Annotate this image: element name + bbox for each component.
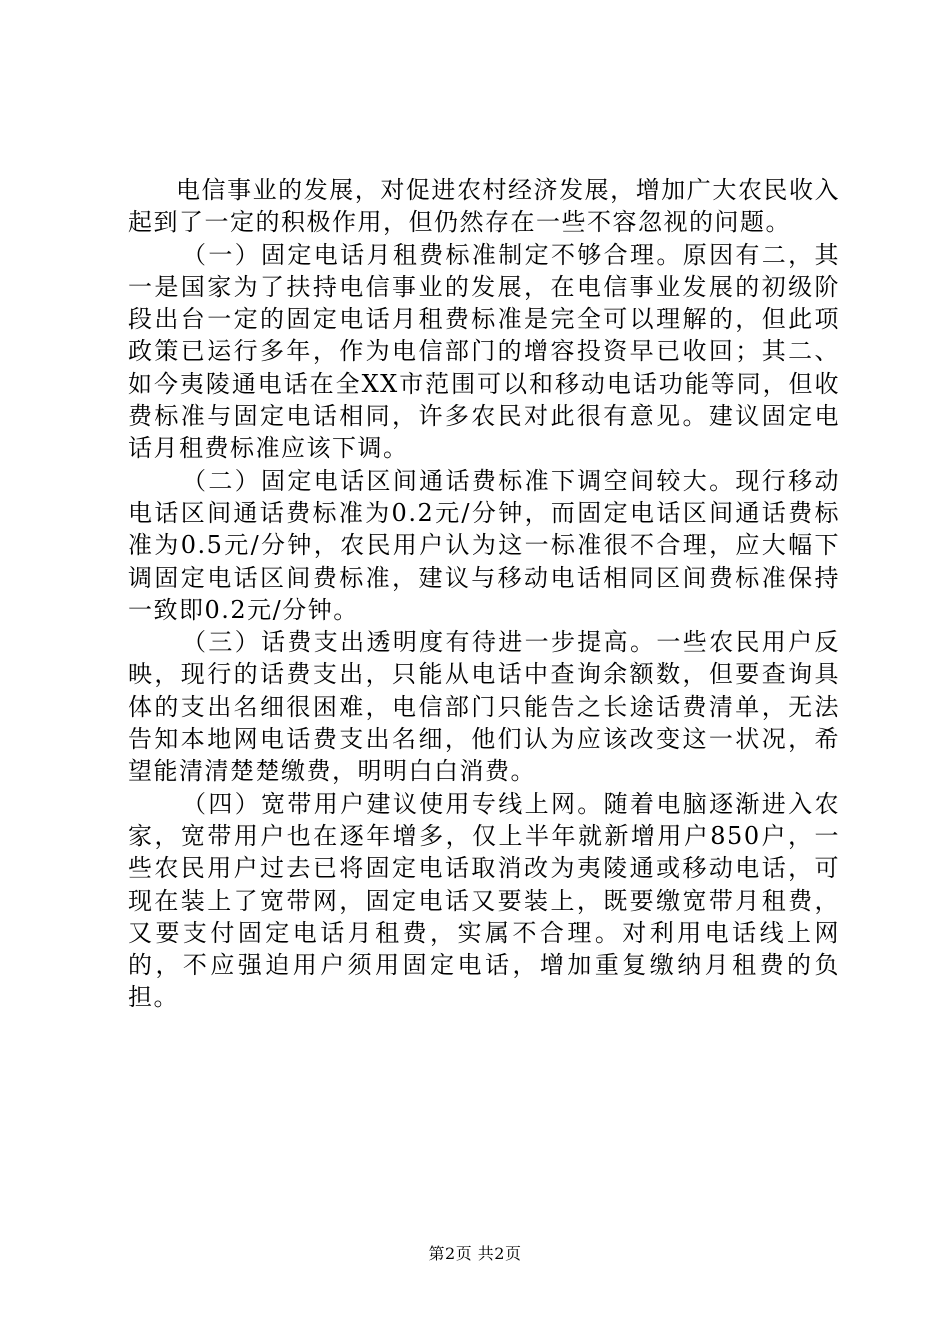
page-footer: 第2页 共2页: [428, 1244, 522, 1263]
paragraph-issue-4: （四）宽带用户建议使用专线上网。随着电脑逐渐进入农家，宽带用户也在逐年增多，仅上半年就新增用户850户，一些农民用户过去已将固定电话取消改为夷陵通或移动电话，可现在装上了宽带网，固定电话又要装上，既要缴宽带月租费，又要支付固定电话月租费，实属不合理。对利用电话线上网的，不应强迫用户须用固定电话，增加重复缴纳月租费的负担。: [128, 789, 840, 1012]
paragraph-issue-2: （二）固定电话区间通话费标准下调空间较大。现行移动电话区间通话费标准为0.2元/分钟，而固定电话区间通话费标准为0.5元/分钟，农民用户认为这一标准很不合理，应大幅下调固定电话区间费标准，建议与移动电话相同区间费标准保持一致即0.2元/分钟。: [128, 466, 840, 624]
paragraph-intro: 电信事业的发展，对促进农村经济发展，增加广大农民收入起到了一定的积极作用，但仍然存在一些不容忽视的问题。: [128, 176, 840, 237]
paragraph-issue-3: （三）话费支出透明度有待进一步提高。一些农民用户反映，现行的话费支出，只能从电话中查询余额数，但要查询具体的支出名细很困难，电信部门只能告之长途话费清单，无法告知本地网电话费支出名细，他们认为应该改变这一状况，希望能清清楚楚缴费，明明白白消费。: [128, 628, 840, 786]
document-body: [128, 174, 840, 1014]
paragraph-issue-1: （一）固定电话月租费标准制定不够合理。原因有二，其一是国家为了扶持电信事业的发展，在电信事业发展的初级阶段出台一定的固定电话月租费标准是完全可以理解的，但此项政策已运行多年，作为电信部门的增容投资早已收回；其二、如今夷陵通电话在全XX市范围可以和移动电话功能等同，但收费标准与固定电话相同，许多农民对此很有意见。建议固定电话月租费标准应该下调。: [128, 240, 840, 463]
